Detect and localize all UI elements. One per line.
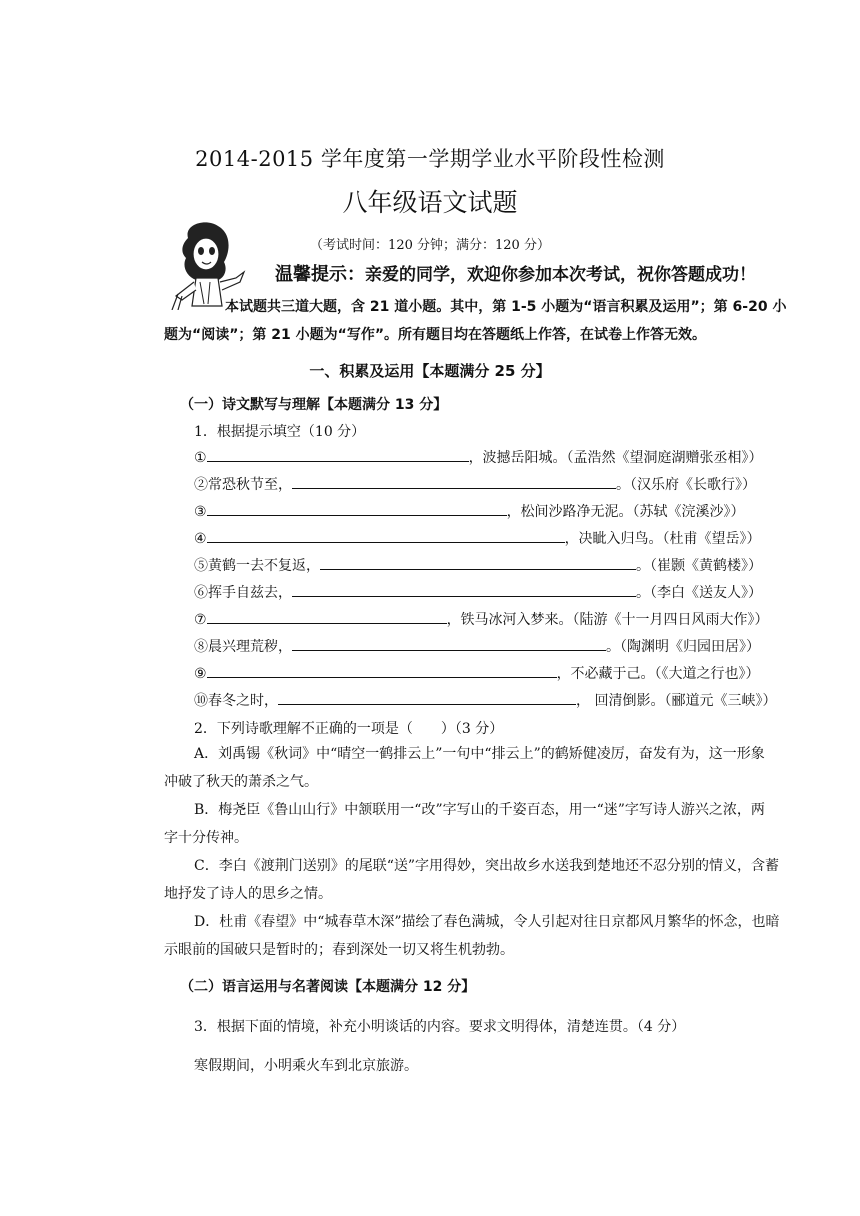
fill-item-1 [194, 447, 814, 469]
fill-item-source: ，铁马冰河入梦来。（陆游《十一月四日风雨大作》） [446, 612, 769, 628]
fill-item-source: ，波撼岳阳城。（孟浩然《望洞庭湖赠张丞相》） [468, 450, 763, 466]
option-c[interactable] [164, 852, 824, 908]
warm-tip [275, 260, 756, 286]
answer-blank[interactable] [207, 447, 469, 462]
section-1-heading: 一、积累及运用【本题满分 25 分】 [309, 362, 551, 380]
fill-item-source: ，决眦入归鸟。（杜甫《望岳》） [564, 531, 761, 547]
option-a[interactable] [164, 740, 824, 796]
fill-item-prefix: ④ [194, 531, 207, 547]
option-a-line-2: 冲破了秋天的萧杀之气。 [164, 774, 318, 790]
fill-item-10 [194, 690, 814, 712]
part-1-heading: （一）诗文默写与理解【本题满分 13 分】 [180, 397, 448, 413]
fill-item-prefix: ① [194, 450, 207, 466]
fill-item-prefix: ⑧晨兴理荒秽， [194, 639, 292, 655]
option-c-line-1: C．李白《渡荆门送别》的尾联“送”字用得妙，突出故乡水送我到楚地还不忍分别的情义，含蓄 [194, 858, 780, 874]
question-1: 1．根据提示填空（10 分） [194, 424, 366, 440]
fill-item-prefix: ⑤黄鹤一去不复返， [194, 558, 320, 574]
exam-info: （考试时间：120 分钟；满分：120 分） [310, 238, 550, 253]
answer-blank[interactable] [207, 609, 447, 624]
fill-item-prefix: ⑨ [194, 666, 207, 682]
question-3-context: 寒假期间，小明乘火车到北京旅游。 [194, 1058, 418, 1074]
fill-item-6 [194, 582, 814, 604]
fill-item-3 [194, 501, 814, 523]
question-2: 2．下列诗歌理解不正确的一项是（ ）（3 分） [194, 721, 504, 737]
fill-item-prefix: ③ [194, 504, 207, 520]
answer-blank[interactable] [207, 501, 507, 516]
fill-item-9 [194, 663, 814, 685]
option-d-line-2: 示眼前的国破只是暂时的；春到深处一切又将生机勃勃。 [164, 942, 514, 958]
answer-blank[interactable] [207, 663, 557, 678]
option-d-line-1: D．杜甫《春望》中“城春草木深”描绘了春色满城，令人引起对往日京都风月繁华的怀念，也暗 [194, 914, 780, 930]
fill-item-prefix: ⑥挥手自兹去， [194, 585, 292, 601]
fill-item-source: 。（李白《送友人》） [636, 585, 762, 601]
fill-item-prefix: ②常恐秋节至， [194, 477, 292, 493]
fill-item-prefix: ⑦ [194, 612, 207, 628]
option-c-line-2: 地抒发了诗人的思乡之情。 [164, 886, 332, 902]
intro-line-1: 本试题共三道大题，含 21 道小题。其中，第 1-5 小题为“语言积累及运用”；第 6-20 小 [225, 299, 787, 315]
fill-item-8 [194, 636, 814, 658]
answer-blank[interactable] [320, 555, 636, 570]
answer-blank[interactable] [292, 474, 616, 489]
fill-item-source: ， 回清倒影。（郦道元《三峡》） [576, 693, 777, 709]
fill-item-source: ，不必藏于己。（《大道之行也》） [556, 666, 760, 682]
fill-item-source: 。（崔颢《黄鹤楼》） [636, 558, 762, 574]
warm-tip-text: 亲爱的同学，欢迎你参加本次考试，祝你答题成功！ [365, 265, 756, 285]
question-3: 3．根据下面的情境，补充小明谈话的内容。要求文明得体，清楚连贯。（4 分） [194, 1019, 686, 1035]
fill-item-source: 。（汉乐府《长歌行》） [616, 477, 756, 493]
intro-line-2: 题为“阅读”；第 21 小题为“写作”。所有题目均在答题纸上作答，在试卷上作答无效。 [164, 327, 707, 343]
option-b-line-1: B．梅尧臣《鲁山山行》中颔联用一“改”字写山的千姿百态，用一“迷”字写诗人游兴之浓，两 [194, 802, 765, 818]
answer-blank[interactable] [292, 636, 606, 651]
fill-item-source: 。（陶渊明《归园田居》） [606, 639, 760, 655]
fill-item-4 [194, 528, 814, 550]
exam-title: 2014-2015 学年度第一学期学业水平阶段性检测 [195, 147, 665, 171]
fill-item-source: ，松间沙路净无泥。（苏轼《浣溪沙》） [506, 504, 745, 520]
option-a-line-1: A．刘禹锡《秋词》中“晴空一鹤排云上”一句中“排云上”的鹤矫健凌厉，奋发有为，这一形象 [194, 746, 765, 762]
warm-tip-label: 温馨提示： [275, 264, 365, 285]
answer-blank[interactable] [292, 582, 636, 597]
option-d[interactable] [164, 908, 824, 964]
fill-item-2 [194, 474, 814, 496]
fill-item-5 [194, 555, 814, 577]
fill-item-prefix: ⑩春冬之时， [194, 693, 278, 709]
answer-blank[interactable] [278, 690, 576, 705]
option-b[interactable] [164, 796, 824, 852]
answer-blank[interactable] [207, 528, 565, 543]
part-2-heading: （二）语言运用与名著阅读【本题满分 12 分】 [180, 979, 476, 995]
exam-subtitle: 八年级语文试题 [342, 188, 518, 217]
fill-item-7 [194, 609, 814, 631]
option-b-line-2: 字十分传神。 [164, 830, 248, 846]
